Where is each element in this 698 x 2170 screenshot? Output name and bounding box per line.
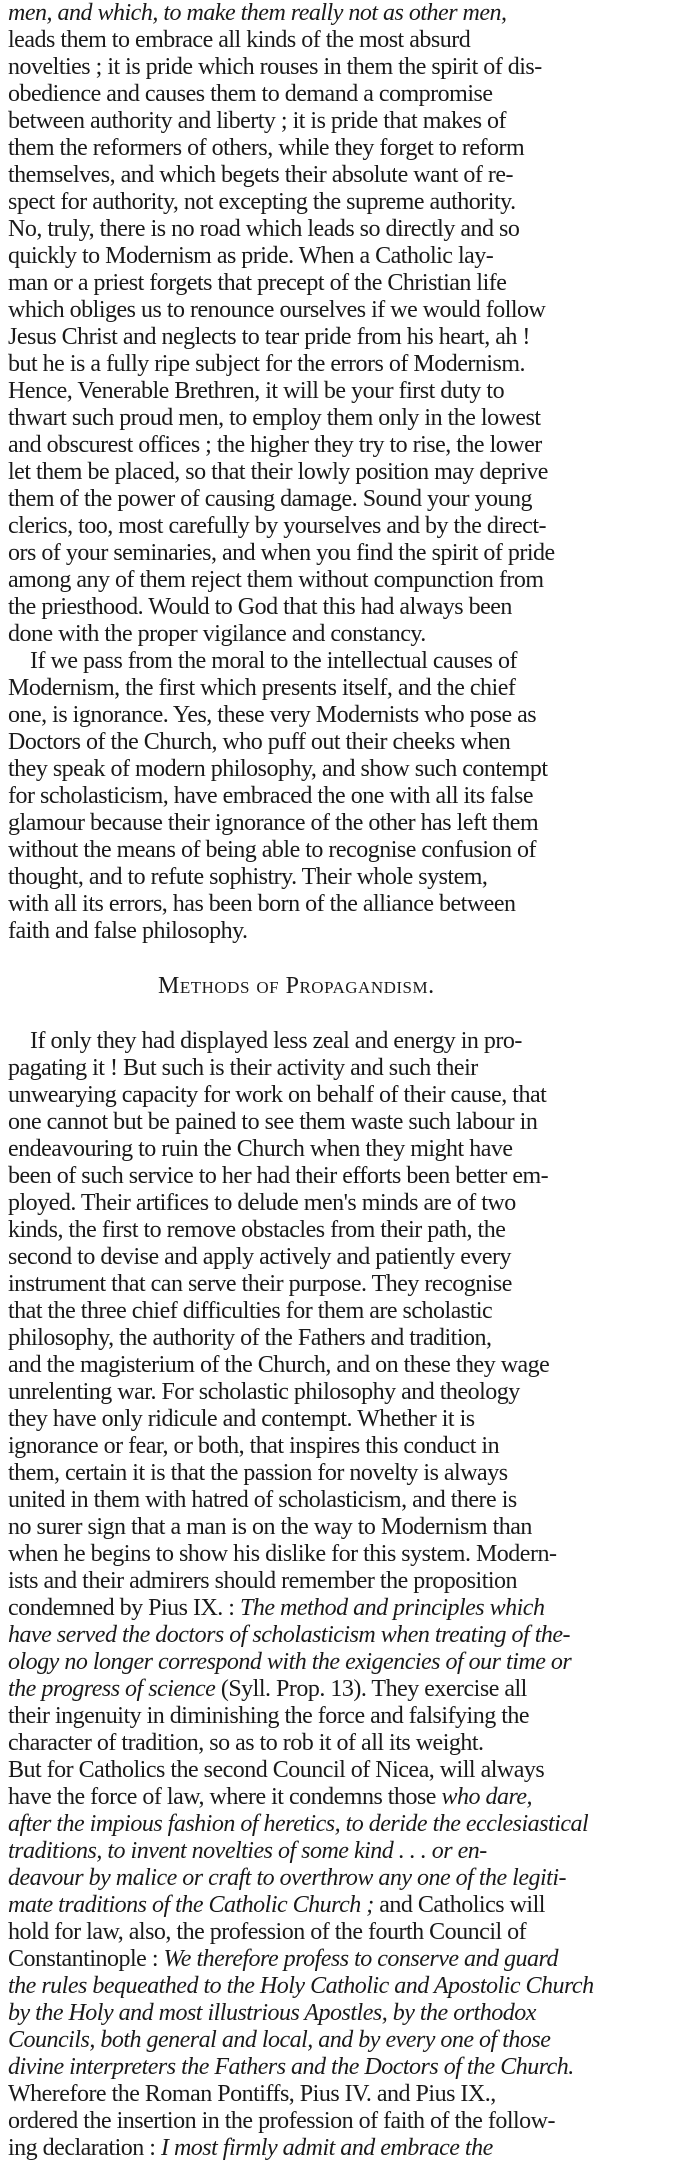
text-line: been of such service to her had their efforts been better em-	[8, 1163, 549, 1189]
text-line: the progress of science (Syll. Prop. 13). They exercise all	[8, 1676, 527, 1702]
text-line: Constantinople : We therefore profess to conserve and guard	[8, 1946, 558, 1972]
text-line: after the impious fashion of heretics, to deride the ecclesiastical	[8, 1811, 589, 1837]
text-line: spect for authority, not excepting the supreme authority.	[8, 189, 516, 215]
text-line: Jesus Christ and neglects to tear pride from his heart, ah !	[8, 324, 530, 350]
text-line: thought, and to refute sophistry. Their whole system,	[8, 864, 488, 890]
text-line: Doctors of the Church, who puff out their cheeks when	[8, 729, 511, 755]
text-line: they speak of modern philosophy, and show such contempt	[8, 756, 548, 782]
text-line: instrument that can serve their purpose. They recognise	[8, 1271, 512, 1297]
text-line: pagating it ! But such is their activity and such their	[8, 1055, 478, 1081]
text-line: done with the proper vigilance and constancy.	[8, 621, 426, 647]
text-line: mate traditions of the Catholic Church ; and Catholics will	[8, 1892, 545, 1918]
spacer	[8, 945, 690, 973]
text-line: unrelenting war. For scholastic philosophy and theology	[8, 1379, 520, 1405]
text-line: divine interpreters the Fathers and the Doctors of the Church.	[8, 2054, 574, 2080]
text-line: novelties ; it is pride which rouses in them the spirit of dis-	[8, 54, 542, 80]
text-line: them the reformers of others, while they forget to reform	[8, 135, 525, 161]
text-line: If only they had displayed less zeal and energy in pro-	[30, 1028, 522, 1054]
paragraph-pride	[8, 0, 690, 648]
text-line: have the force of law, where it condemns those who dare,	[8, 1784, 533, 1810]
text-line: their ingenuity in diminishing the force and falsifying the	[8, 1703, 530, 1729]
text-line: among any of them reject them without compunction from	[8, 567, 544, 593]
paragraph-propagandism	[8, 1028, 690, 2162]
text-line: ing declaration : I most firmly admit and embrace the	[8, 2135, 493, 2161]
text-line: faith and false philosophy.	[8, 918, 248, 944]
text-line: when he begins to show his dislike for this system. Modern-	[8, 1541, 557, 1567]
text-line: Modernism, the first which presents itself, and the chief	[8, 675, 516, 701]
text-line: traditions, to invent novelties of some kind . . . or en-	[8, 1838, 487, 1864]
paragraph-ignorance	[8, 648, 690, 945]
text-line: ordered the insertion in the profession of faith of the follow-	[8, 2108, 556, 2134]
text-line: for scholasticism, have embraced the one with all its false	[8, 783, 533, 809]
text-line: and obscurest offices ; the higher they try to rise, the lower	[8, 432, 542, 458]
text-line: without the means of being able to recognise confusion of	[8, 837, 537, 863]
text-line: condemned by Pius IX. : The method and principles which	[8, 1595, 545, 1621]
text-line: philosophy, the authority of the Fathers and tradition,	[8, 1325, 492, 1351]
text-line: Wherefore the Roman Pontiffs, Pius IV. and Pius IX.,	[8, 2081, 496, 2107]
section-heading: Methods of Propagandism.	[158, 973, 435, 999]
text-line: ignorance or fear, or both, that inspires this conduct in	[8, 1433, 500, 1459]
text-line: If we pass from the moral to the intellectual causes of	[30, 648, 517, 674]
text-line: kinds, the first to remove obstacles from their path, the	[8, 1217, 506, 1243]
text-line: obedience and causes them to demand a compromise	[8, 81, 493, 107]
text-line: unwearying capacity for work on behalf of their cause, that	[8, 1082, 547, 1108]
text-line: united in them with hatred of scholasticism, and there is	[8, 1487, 517, 1513]
text-line: man or a priest forgets that precept of the Christian life	[8, 270, 507, 296]
text-line: let them be placed, so that their lowly position may deprive	[8, 459, 548, 485]
text-line: which obliges us to renounce ourselves if we would follow	[8, 297, 546, 323]
text-line: but he is a fully ripe subject for the errors of Modernism.	[8, 351, 526, 377]
text-line: they have only ridicule and contempt. Whether it is	[8, 1406, 475, 1432]
text-line: the priesthood. Would to God that this had always been	[8, 594, 512, 620]
text-line: hold for law, also, the profession of the fourth Council of	[8, 1919, 527, 1945]
text-line: them of the power of causing damage. Sound your young	[8, 486, 533, 512]
text-line: have served the doctors of scholasticism when treating of the-	[8, 1622, 571, 1648]
text-line: endeavouring to ruin the Church when they might have	[8, 1136, 513, 1162]
text-line: and the magisterium of the Church, and on these they wage	[8, 1352, 550, 1378]
text-line: second to devise and apply actively and patiently every	[8, 1244, 511, 1270]
text-line: with all its errors, has been born of the alliance between	[8, 891, 516, 917]
text-line: quickly to Modernism as pride. When a Catholic lay-	[8, 243, 494, 269]
text-line: glamour because their ignorance of the other has left them	[8, 810, 539, 836]
text-line: no surer sign that a man is on the way to Modernism than	[8, 1514, 532, 1540]
text-line: No, truly, there is no road which leads so directly and so	[8, 216, 520, 242]
text-line: Councils, both general and local, and by every one of those	[8, 2027, 551, 2053]
text-line: thwart such proud men, to employ them only in the lowest	[8, 405, 541, 431]
text-line: between authority and liberty ; it is pride that makes of	[8, 108, 507, 134]
text-line: that the three chief difficulties for them are scholastic	[8, 1298, 493, 1324]
text-line: leads them to embrace all kinds of the most absurd	[8, 27, 471, 53]
text-line: themselves, and which begets their absolute want of re-	[8, 162, 513, 188]
text-line: the rules bequeathed to the Holy Catholic and Apostolic Church	[8, 1973, 594, 1999]
text-line: ors of your seminaries, and when you find the spirit of pride	[8, 540, 555, 566]
text-line: one cannot but be pained to see them waste such labour in	[8, 1109, 538, 1135]
text-line: Hence, Venerable Brethren, it will be your first duty to	[8, 378, 505, 404]
text-line: ology no longer correspond with the exigencies of our time or	[8, 1649, 572, 1675]
text-line: character of tradition, so as to rob it of all its weight.	[8, 1730, 484, 1756]
text-line: men, and which, to make them really not as other men,	[8, 0, 507, 26]
text-line: them, certain it is that the passion for novelty is always	[8, 1460, 508, 1486]
text-line: deavour by malice or craft to overthrow any one of the legiti-	[8, 1865, 566, 1891]
text-line: But for Catholics the second Council of Nicea, will always	[8, 1757, 545, 1783]
text-line: by the Holy and most illustrious Apostles, by the orthodox	[8, 2000, 536, 2026]
spacer	[8, 1000, 690, 1028]
text-line: ists and their admirers should remember the proposition	[8, 1568, 518, 1594]
text-line: clerics, too, most carefully by yourselves and by the direct-	[8, 513, 546, 539]
text-line: one, is ignorance. Yes, these very Modernists who pose as	[8, 702, 537, 728]
text-line: ployed. Their artifices to delude men's minds are of two	[8, 1190, 516, 1216]
